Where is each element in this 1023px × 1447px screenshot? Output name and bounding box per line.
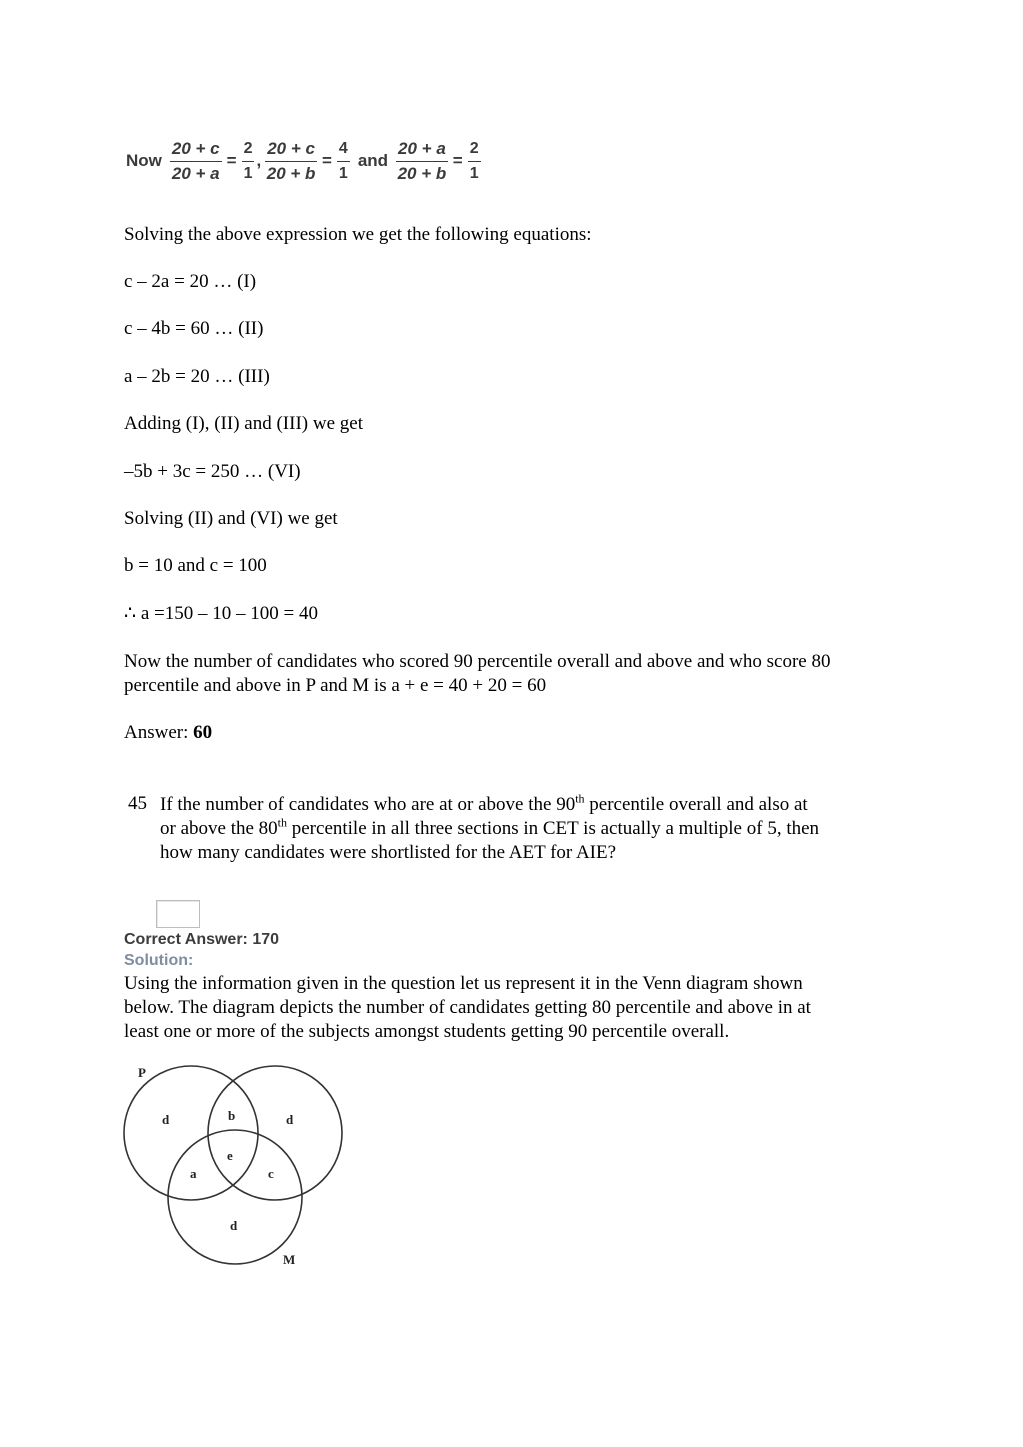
label-m: M (283, 1252, 296, 1267)
region-e: e (227, 1148, 233, 1163)
equation-iii: a – 2b = 20 … (III) (124, 366, 270, 387)
equation-ratios (126, 134, 483, 188)
answer-value: 60 (193, 722, 213, 743)
fraction-2: $\frac{20 + c}{20 + b}$ (266, 138, 316, 183)
fraction-3: $\frac{20 + a}{20 + b}$ (397, 138, 447, 183)
conclusion-line-1: Now the number of candidates who scored 90 percentile overall and above and who score 80 (124, 651, 831, 672)
equals-sign: = (452, 151, 463, 170)
question-number: 45 (128, 793, 147, 814)
equals-sign: = (321, 151, 332, 170)
ratio-2: $\frac{4}{1}$ (338, 139, 348, 182)
answer-line (124, 721, 212, 745)
circle-m (168, 1130, 302, 1264)
circle-right (208, 1066, 342, 1200)
result-a: ∴ a =150 – 10 – 100 = 40 (124, 603, 318, 624)
answer-input-box[interactable] (156, 900, 200, 928)
solution-line-2: below. The diagram depicts the number of candidates getting 80 percentile and above in at (124, 997, 811, 1018)
region-d-right: d (286, 1112, 294, 1127)
question-text (160, 793, 920, 865)
region-d-left: d (162, 1112, 170, 1127)
answer-label: Answer: (124, 722, 194, 743)
equation-ii: c – 4b = 60 … (II) (124, 318, 264, 339)
and-label: and (357, 151, 389, 170)
ratio-1: $\frac{2}{1}$ (243, 139, 253, 182)
ratio-3: $\frac{2}{1}$ (469, 139, 479, 182)
question-line-3: how many candidates were shortlisted for the AET for AIE? (160, 842, 617, 863)
question-line-2: or above the 80th percentile in all three sections in CET is actually a multiple of 5, then (160, 815, 820, 839)
solution-line-1: Using the information given in the question let us represent it in the Venn diagram shown (124, 973, 803, 994)
region-c: c (268, 1166, 274, 1181)
region-a: a (190, 1166, 197, 1181)
now-label: Now (126, 151, 162, 170)
paragraph-adding: Adding (I), (II) and (III) we get (124, 413, 363, 434)
correct-answer: Correct Answer: 170 (124, 931, 280, 948)
result-b-c: b = 10 and c = 100 (124, 555, 267, 576)
question-line-1: If the number of candidates who are at or above the 90th percentile overall and also at (160, 791, 808, 815)
solution-line-3: least one or more of the subjects amongst students getting 90 percentile overall. (124, 1021, 730, 1042)
solution-label: Solution: (124, 952, 194, 969)
fraction-1: $\frac{20 + c}{20 + a}$ (171, 138, 220, 183)
paragraph-solving-ii-vi: Solving (II) and (VI) we get (124, 508, 338, 529)
solution-text (124, 972, 904, 1044)
comma: , (256, 151, 262, 170)
label-p: P (138, 1065, 146, 1080)
equals-sign: = (226, 151, 237, 170)
conclusion-line-2: percentile and above in P and M is a + e = 40 + 20 = 60 (124, 675, 547, 696)
equation-vi: –5b + 3c = 250 … (VI) (124, 461, 301, 482)
equation-i: c – 2a = 20 … (I) (124, 271, 257, 292)
paragraph-solving-intro: Solving the above expression we get the following equations: (124, 224, 592, 245)
region-b: b (228, 1108, 236, 1123)
region-d-bottom: d (230, 1218, 238, 1233)
venn-diagram (118, 1062, 358, 1277)
